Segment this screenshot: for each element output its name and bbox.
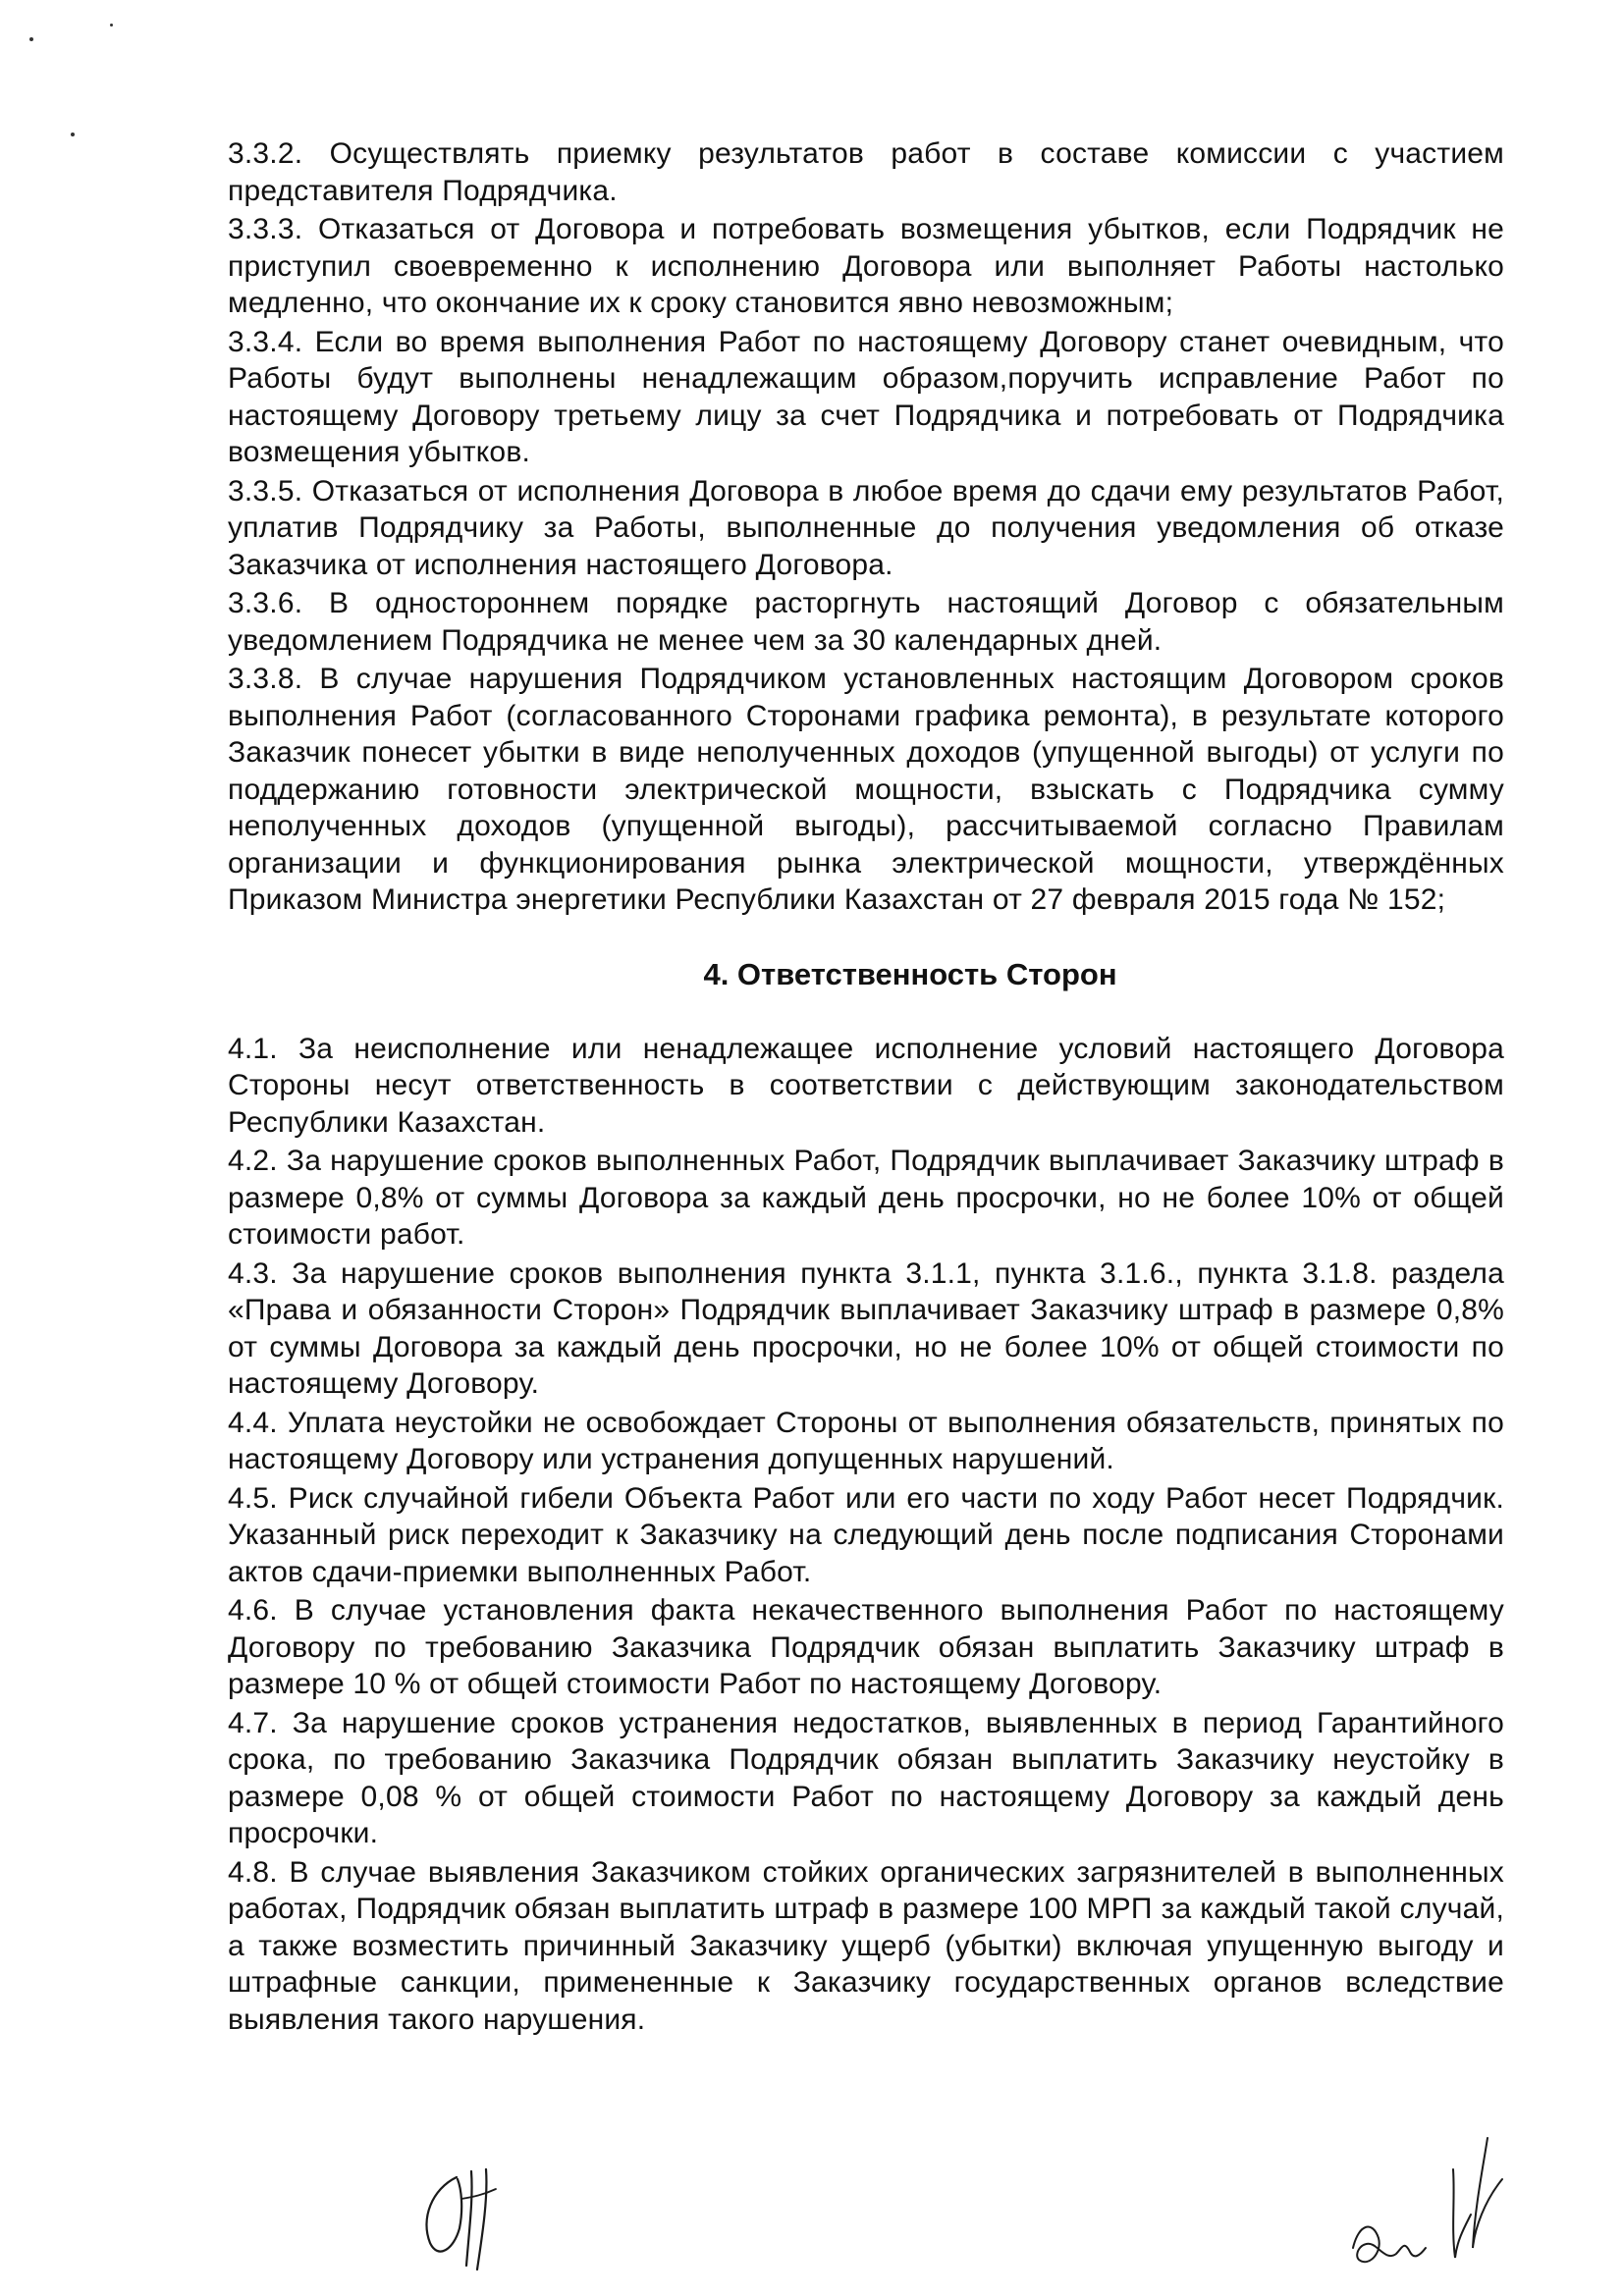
clause-4-3: 4.3. За нарушение сроков выполнения пункта 3.1.1, пункта 3.1.6., пункта 3.1.8. раздела «Права и обязанности Сторон» Подрядчик выплачивает Заказчику штраф в размере 0,8% от суммы Договора за каждый день просрочки, но не более 10% от общей стоимости по настоящему Договору. (228, 1256, 1504, 1400)
clause-3-3-3: 3.3.3. Отказаться от Договора и потребовать возмещения убытков, если Подрядчик не приступил своевременно к исполнению Договора или выполняет Работы настолько медленно, что окончание их к сроку становится явно невозможным; (228, 213, 1504, 319)
clause-4-1: 4.1. За неисполнение или ненадлежащее исполнение условий настоящего Договора Стороны несут ответственность в соответствии с действующим законодательством Республики Казахстан. (228, 1032, 1504, 1139)
clause-3-3-5: 3.3.5. Отказаться от исполнения Договора в любое время до сдачи ему результатов Работ, уплатив Подрядчику за Работы, выполненные до получения уведомления об отказе Заказчика от исполнения настоящего Договора. (228, 474, 1504, 581)
clause-3-group (228, 135, 1504, 919)
document-body (228, 135, 1504, 2040)
clause-4-5: 4.5. Риск случайной гибели Объекта Работ или его части по ходу Работ несет Подрядчик. Указанный риск переходит к Заказчику на следующий день после подписания Сторонами актов сдачи-приемки выполненных Работ. (228, 1481, 1504, 1588)
clause-3-3-2: 3.3.2. Осуществлять приемку результатов работ в составе комиссии с участием представителя Подрядчика. (228, 137, 1504, 207)
clause-4-group (228, 1031, 1504, 2039)
clause-3-3-6: 3.3.6. В одностороннем порядке расторгнуть настоящий Договор с обязательным уведомлением Подрядчика не менее чем за 30 календарных дней. (228, 587, 1504, 657)
clause-4-6: 4.6. В случае установления факта некачественного выполнения Работ по настоящему Договору по требованию Заказчика Подрядчик обязан выплатить Заказчику штраф в размере 10 % от общей стоимости Работ по настоящему Договору. (228, 1594, 1504, 1700)
clause-4-7: 4.7. За нарушение сроков устранения недостатков, выявленных в период Гарантийного срока, по требованию Заказчика Подрядчик обязан выплатить Заказчику неустойку в размере 0,08 % от общей стоимости Работ по настоящему Договору за каждый день просрочки. (228, 1706, 1504, 1849)
signature-left-icon (412, 2160, 520, 2277)
signature-right-icon (1345, 2130, 1542, 2287)
clause-3-3-4: 3.3.4. Если во время выполнения Работ по настоящему Договору станет очевидным, что Работы будут выполнены ненадлежащим образом,поручить исправление Работ по настоящему Договору третьему лицу за счет Подрядчика и потребовать от Подрядчика возмещения убытков. (228, 325, 1504, 468)
scan-speck (71, 133, 75, 136)
clause-4-8: 4.8. В случае выявления Заказчиком стойких органических загрязнителей в выполненных работах, Подрядчик обязан выплатить штраф в размере 100 МРП за каждый такой случай, а также возместить причинный Заказчику ущерб (убытки) включая упущенную выгоду и штрафные санкции, примененные к Заказчику государственных органов вследствие выявления такого нарушения. (228, 1855, 1504, 2036)
scan-speck (29, 37, 33, 41)
scan-speck (110, 24, 113, 27)
clause-4-4: 4.4. Уплата неустойки не освобождает Стороны от выполнения обязательств, принятых по настоящему Договору или устранения допущенных нарушений. (228, 1406, 1504, 1475)
section-4-heading: 4. Ответственность Сторон (703, 956, 1117, 991)
clause-4-2: 4.2. За нарушение сроков выполненных Работ, Подрядчик выплачивает Заказчику штраф в размере 0,8% от суммы Договора за каждый день просрочки, но не более 10% от общей стоимости работ. (228, 1145, 1504, 1251)
clause-3-3-8: 3.3.8. В случае нарушения Подрядчиком установленных настоящим Договором сроков выполнения Работ (согласованного Сторонами графика ремонта), в результате которого Заказчик понесет убытки в виде неполученных доходов (упущенной выгоды) от услуги по поддержанию готовности электрической мощности, взыскать с Подрядчика сумму неполученных доходов (упущенной выгоды), рассчитываемой согласно Правилам организации и функционирования рынка электрической мощности, утверждённых Приказом Министра энергетики Республики Казахстан от 27 февраля 2015 года № 152; (228, 663, 1504, 916)
